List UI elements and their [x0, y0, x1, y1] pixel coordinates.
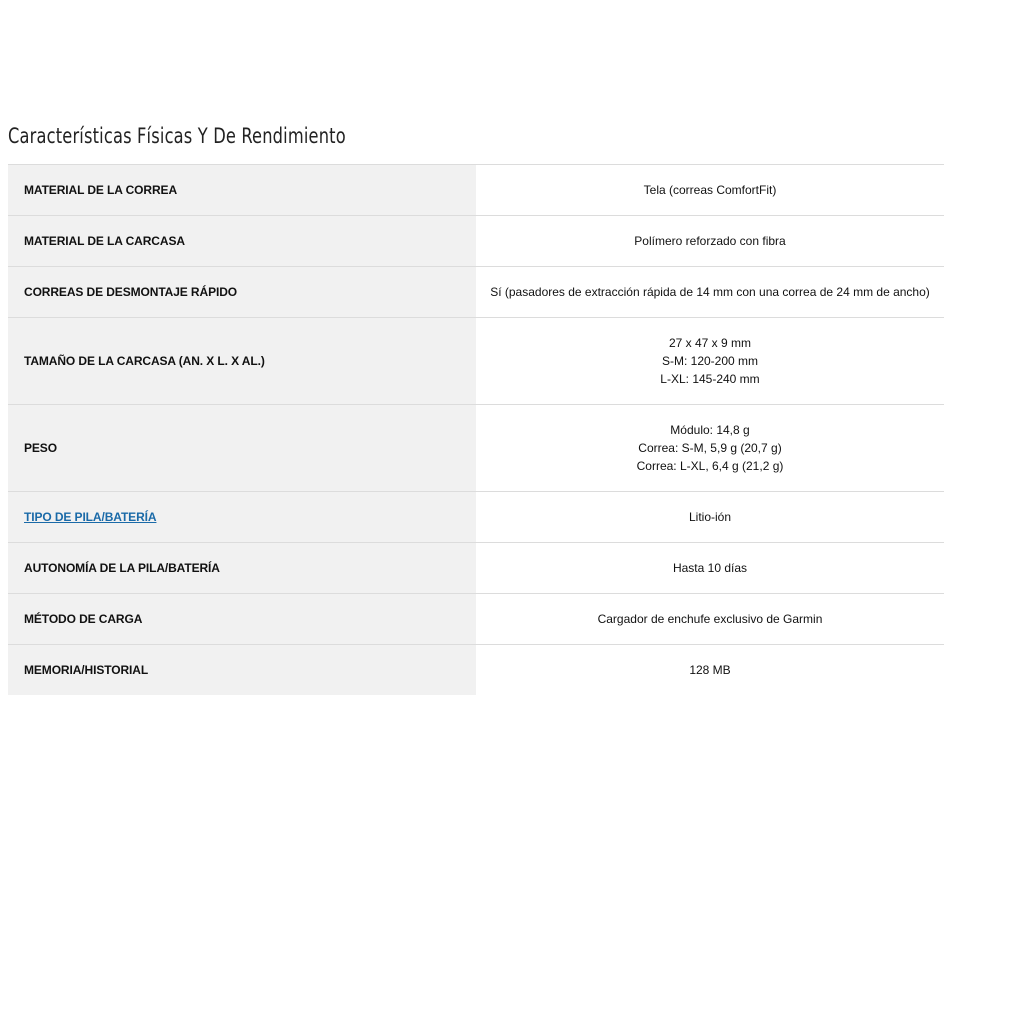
- spec-label: TAMAÑO DE LA CARCASA (AN. X L. X AL.): [24, 354, 265, 368]
- spec-label: CORREAS DE DESMONTAJE RÁPIDO: [24, 285, 238, 299]
- spec-label-cell: [8, 318, 476, 404]
- spec-value-cell: [476, 165, 944, 215]
- spec-label-cell: [8, 543, 476, 593]
- spec-row: [8, 594, 944, 645]
- spec-label-cell: [8, 165, 476, 215]
- spec-label-cell: [8, 267, 476, 317]
- section-title: Características Físicas Y De Rendimiento: [8, 124, 346, 148]
- spec-label-cell: [8, 216, 476, 266]
- spec-label-cell: [8, 492, 476, 542]
- spec-value-cell: [476, 318, 944, 404]
- spec-value: Correa: S-M, 5,9 g (20,7 g): [638, 441, 782, 455]
- spec-row: [8, 405, 944, 492]
- spec-label-link[interactable]: TIPO DE PILA/BATERÍA: [24, 510, 157, 524]
- spec-label: MÉTODO DE CARGA: [24, 612, 143, 626]
- spec-value: Hasta 10 días: [672, 561, 748, 575]
- spec-label: MATERIAL DE LA CARCASA: [24, 234, 185, 248]
- spec-value: Polímero reforzado con fibra: [634, 234, 786, 248]
- spec-value: 128 MB: [689, 663, 731, 677]
- spec-row: [8, 543, 944, 594]
- spec-label-cell: [8, 645, 476, 695]
- spec-value-cell: [476, 267, 944, 317]
- spec-value: Sí (pasadores de extracción rápida de 14 mm con una correa de 24 mm de ancho): [490, 285, 930, 299]
- spec-row: [8, 216, 944, 267]
- spec-row: [8, 267, 944, 318]
- spec-label: PESO: [24, 441, 57, 455]
- spec-value-cell: [476, 543, 944, 593]
- spec-value: Correa: L-XL, 6,4 g (21,2 g): [636, 459, 784, 473]
- spec-value: L-XL: 145-240 mm: [660, 372, 760, 386]
- spec-value: S-M: 120-200 mm: [661, 354, 759, 368]
- spec-value: Tela (correas ComfortFit): [643, 183, 777, 197]
- spec-value: Litio-ión: [688, 510, 732, 524]
- spec-label-cell: [8, 594, 476, 644]
- specs-table: [8, 164, 944, 695]
- spec-value-cell: [476, 645, 944, 695]
- spec-label: AUTONOMÍA DE LA PILA/BATERÍA: [24, 561, 220, 575]
- spec-label: MATERIAL DE LA CORREA: [24, 183, 178, 197]
- spec-value-cell: [476, 492, 944, 542]
- spec-value-cell: [476, 594, 944, 644]
- spec-value: Cargador de enchufe exclusivo de Garmin: [597, 612, 823, 626]
- spec-row: [8, 645, 944, 695]
- spec-label-cell: [8, 405, 476, 491]
- spec-value: Módulo: 14,8 g: [670, 423, 750, 437]
- spec-row: [8, 165, 944, 216]
- spec-row: [8, 492, 944, 543]
- spec-value: 27 x 47 x 9 mm: [668, 336, 752, 350]
- spec-label: MEMORIA/HISTORIAL: [24, 663, 149, 677]
- spec-value-cell: [476, 405, 944, 491]
- spec-row: [8, 318, 944, 405]
- spec-value-cell: [476, 216, 944, 266]
